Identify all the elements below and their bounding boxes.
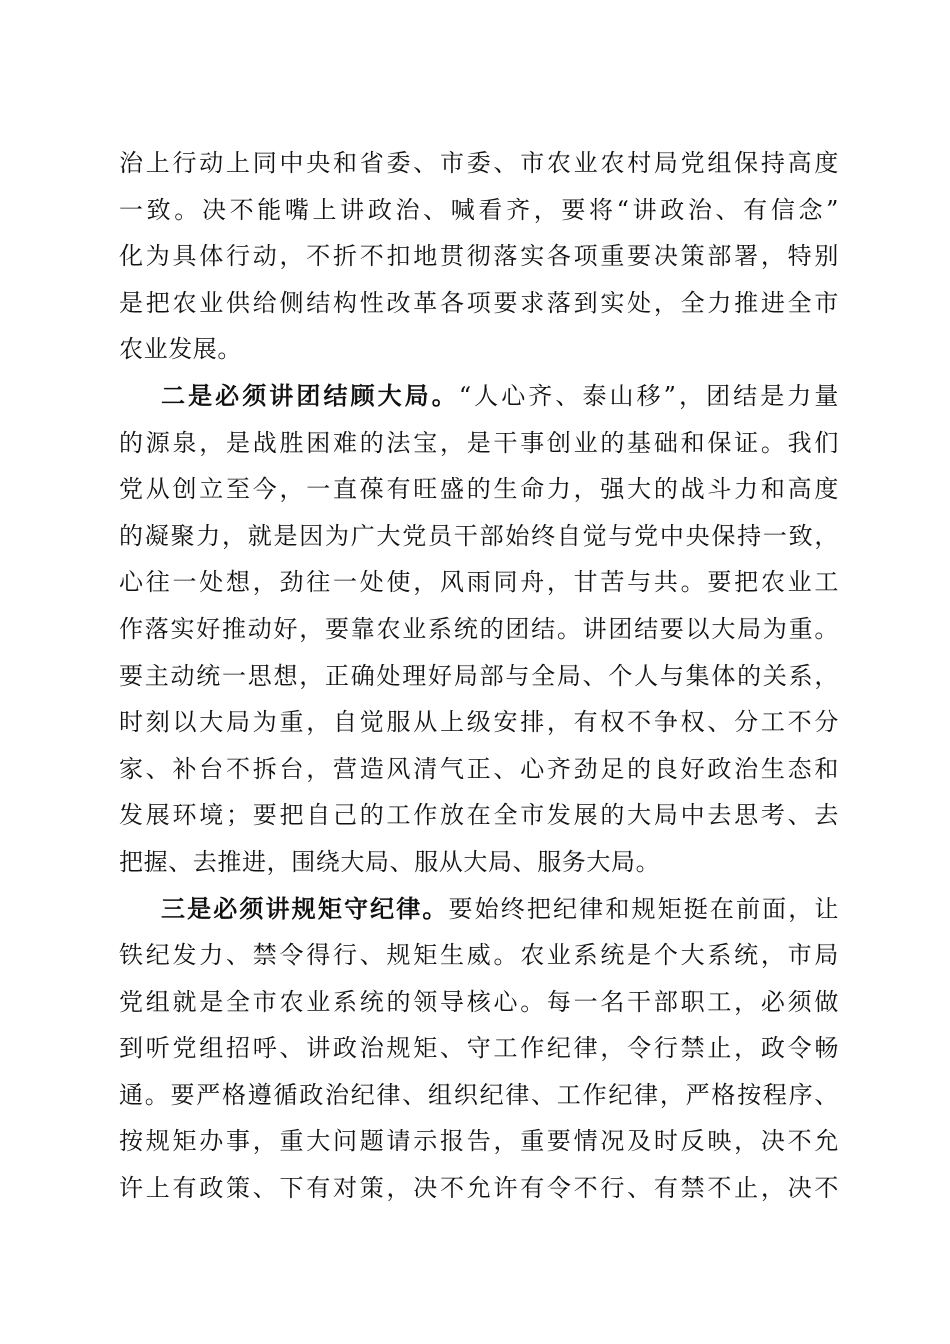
paragraph1-line: 农业发展。	[119, 335, 242, 364]
paragraph3-line: 到听党组招呼、讲政治规矩、守工作纪律，令行禁止，政令畅	[119, 1034, 839, 1063]
paragraph2-first-line-text: “人心齐、泰山移”，团结是力量	[458, 381, 839, 410]
paragraph2-line: 党从创立至今，一直葆有旺盛的生命力，强大的战斗力和高度	[119, 475, 839, 504]
paragraph1-line: 一致。决不能嘴上讲政治、喊看齐，要将“讲政治、有信念”	[119, 195, 839, 224]
paragraph3-line: 铁纪发力、禁令得行、规矩生威。农业系统是个大系统，市局	[119, 941, 839, 970]
body-text	[119, 140, 839, 1212]
paragraph2-line: 心往一处想，劲往一处使，风雨同舟，甘苦与共。要把农业工	[119, 568, 839, 597]
paragraph3-line: 党组就是全市农业系统的领导核心。每一名干部职工，必须做	[119, 987, 839, 1016]
paragraph2-first-line	[119, 373, 839, 420]
paragraph3-first-line-text: 要始终把纪律和规矩挺在前面，让	[448, 894, 839, 923]
paragraph1-line: 治上行动上同中央和省委、市委、市农业农村局党组保持高度	[119, 149, 839, 177]
paragraph2-line: 发展环境；要把自己的工作放在全市发展的大局中去思考、去	[119, 801, 839, 830]
paragraph3-lead: 三是必须讲规矩守纪律。	[161, 893, 449, 923]
paragraph3-line: 许上有政策、下有对策，决不允许有令不行、有禁不止，决不	[119, 1174, 839, 1203]
paragraph2-line: 的源泉，是战胜困难的法宝，是干事创业的基础和保证。我们	[119, 428, 839, 457]
paragraph1-line: 是把农业供给侧结构性改革各项要求落到实处，全力推进全市	[119, 288, 839, 317]
paragraph2-line: 要主动统一思想，正确处理好局部与全局、个人与集体的关系，	[119, 661, 839, 690]
paragraph3-first-line	[119, 886, 839, 933]
paragraph2-lead: 二是必须讲团结顾大局。	[161, 380, 459, 410]
paragraph1-line: 化为具体行动，不折不扣地贯彻落实各项重要决策部署，特别	[119, 242, 839, 271]
paragraph2-line: 的凝聚力，就是因为广大党员干部始终自觉与党中央保持一致，	[119, 521, 839, 550]
paragraph2-line: 作落实好推动好，要靠农业系统的团结。讲团结要以大局为重。	[119, 614, 839, 643]
paragraph2-line: 把握、去推进，围绕大局、服从大局、服务大局。	[119, 847, 661, 876]
paragraph3-line: 通。要严格遵循政治纪律、组织纪律、工作纪律，严格按程序、	[119, 1080, 839, 1109]
paragraph2-line: 家、补台不拆台，营造风清气正、心齐劲足的良好政治生态和	[119, 754, 839, 783]
paragraph3-line: 按规矩办事，重大问题请示报告，重要情况及时反映，决不允	[119, 1127, 839, 1156]
paragraph2-line: 时刻以大局为重，自觉服从上级安排，有权不争权、分工不分	[119, 708, 839, 737]
